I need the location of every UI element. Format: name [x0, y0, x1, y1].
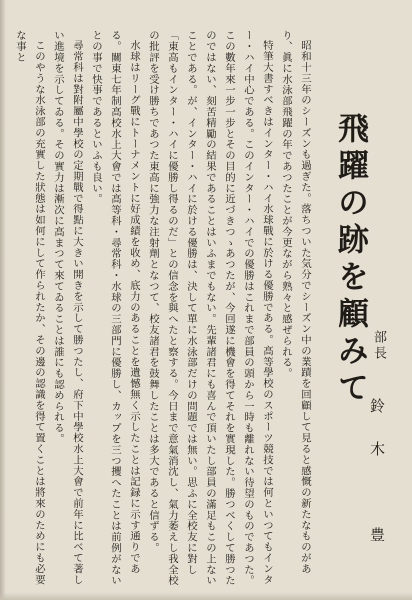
paragraph: 特筆大書すべきはインター・ハイ水球戰に於ける優勝である。高等學校のスポーツ競技では何といつてもインター・ハイ中心である。このインター・ハイでの優勝はこれまで部員の頭から一時も離れない待望のものであつた。この數年來一步一步とその目的に近づきつゝあつたが、今回遂に機會を得てそれを實現した。勝つべくして勝つたのではない、刻苦精勵の結果であることはいふまでもない。先輩諸君にも喜んで頂いたし部員の滿足もこの上ないことである。が、インター・ハイに於ける優勝は、決して單に水泳部だけの問題では無い。思ふに全校友に對し「東高もインター・ハイに優勝し得るのだ」との信念を與へたと察する。今日まで意氣消沈し、氣力萎えし我全校の批評を受け勝ちであつた東高に強力な注射劑となつて、校友諸君を鼓舞したことは多大であると信ずる。 — [147, 30, 273, 586]
paragraph: 水球はリーグ戰にトーナメントに好成績を收め、底力のあることを遺憾無く示したことは記録に示す通りである。關東七年制高校水上大會では高等科・尋常科・水球の三部門に優勝し、カップを三つ攫へたことは前例がないとの事で快事であるといふも良い。 — [90, 30, 140, 586]
article-body — [14, 30, 314, 590]
paragraph: 尋常科は對附屬中學校の定期戰で得點に大きい開きを示して勝つたし、府下中學校水上大會で前年に比べて著しい進境を示してゐる。その實力は漸次に高まつて來てゐることは誰にも認められる。 — [52, 30, 83, 586]
paragraph: 昭和十三年のシーズンも過ぎた。落ちついた気分でシーズン中の業蹟を回顧して見ると感慨の新たなものがあり、眞に水泳部飛躍の年であつたことが今更ながら熟々と感ぜられる。 — [280, 30, 311, 575]
page-shadow-left — [0, 0, 6, 600]
page-shadow-bottom — [0, 592, 412, 600]
author-role: 部長 — [371, 330, 386, 362]
paragraph: このやうな水泳部の充實した狀態は如何にして作られたか、その邊の認識を得て置くことは將來のためにも必要な事と — [14, 30, 45, 586]
author-name: 鈴木 豊 — [368, 398, 386, 570]
article-title: 飛躍の跡を顧みて — [332, 112, 368, 408]
